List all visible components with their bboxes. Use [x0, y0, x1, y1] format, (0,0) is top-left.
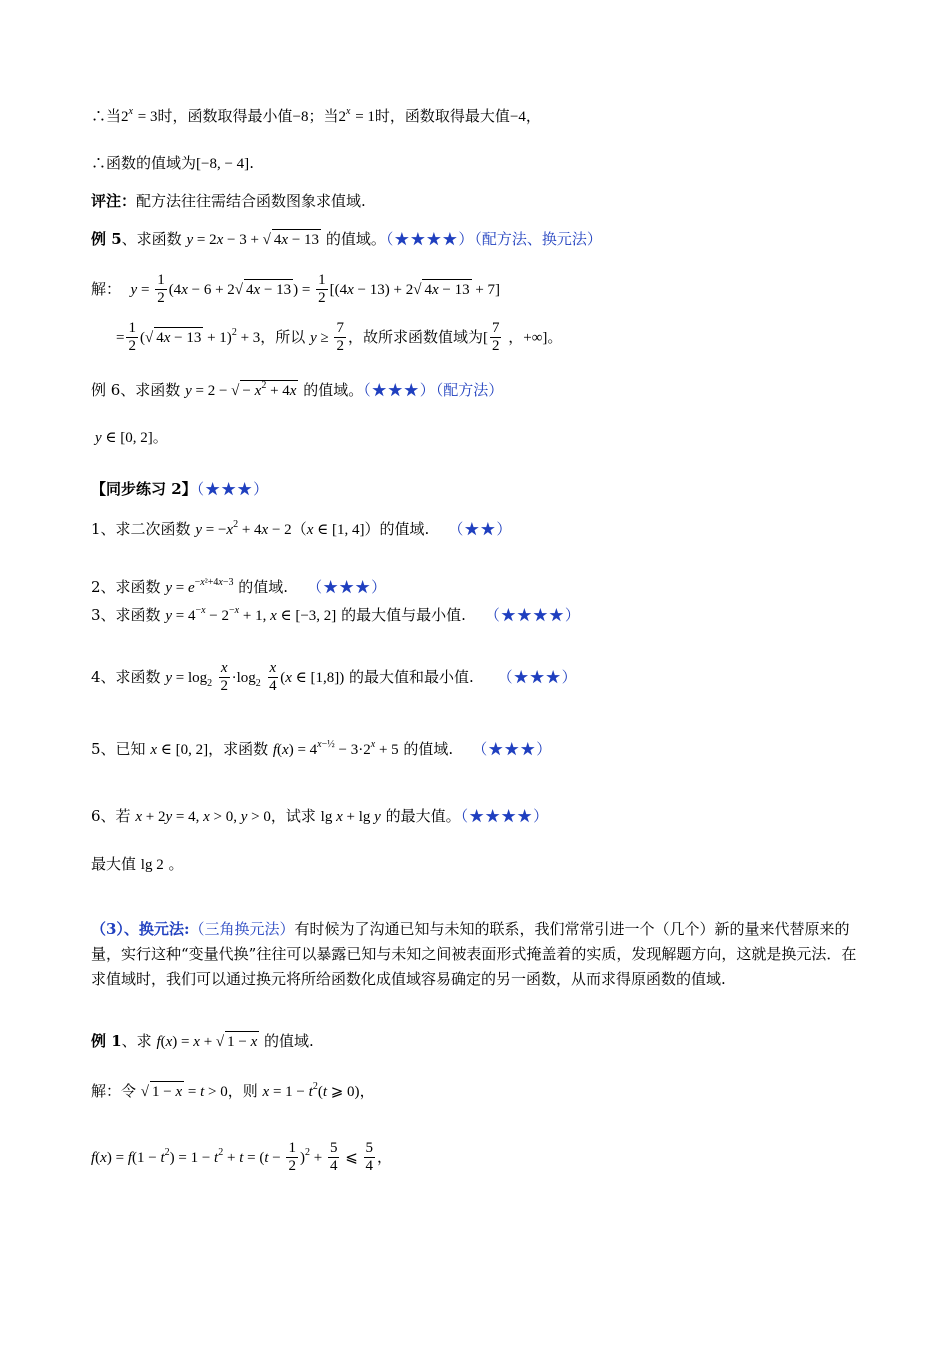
sec3-label: （3）、换元法:: [91, 920, 190, 938]
ex5-method: （配方法、换元法）: [474, 230, 602, 248]
p5-stars: （★★★）: [472, 740, 553, 758]
comment-line: [91, 192, 366, 210]
problem-6: 6、若 x + 2y = 4, x > 0, y > 0，试求 lg x + lg y 的最大值。（★★★★）: [91, 807, 550, 825]
ex5-stars: （★★★★）: [385, 230, 475, 248]
problem-4: 4、求函数 $y = \log_2$ $\frac{x}{2}$ $\cdot\log_2$ $\frac{x}{4}$ (x ∈ [1,8]) 的最大值和最小值. （★★★）: [91, 660, 578, 695]
ex6-method: （配方法）: [435, 381, 504, 399]
problem-2: 2、求函数 $y = e^{-x^2+4x-3}$ 的值域. （★★★）: [91, 577, 388, 596]
example-6: 例 6、求函数 y = 2 − √ − $x^2 + 4x$ 的值域。（★★★）（配方法）: [91, 380, 504, 399]
ex6-answer: y ∈ [0, 2]。: [95, 428, 168, 446]
p1-stars: （★★）: [448, 520, 513, 538]
problem-1: 1、求二次函数 $y = -x^2 + 4x - 2(x$ ∈ [1, 4]）的值域. （★★）: [91, 519, 513, 538]
problem-5: 5、已知 x ∈ [0, 2]，求函数 $f(x) = 4^{x-\frac{1}{2}} - 3\cdot 2^x + 5$ 的值域. （★★★）: [91, 739, 553, 758]
sync-stars: （★★★）: [196, 480, 270, 498]
p3-stars: （★★★★）: [484, 606, 581, 624]
ex5-solution-line1: 解： y = $\frac{1}{2}$ (4x − 6 + 2√ 4x − 13 ) = $\frac{1}{2}$ [(4x − 13) + 2√ 4x − 13 + 7]: [91, 272, 501, 307]
sec3-text: 有时候为了沟通已知与未知的联系，我们常常引进一个（几个）新的量来代替原来的量，实行这种“变量代换”往往可以暴露已知与未知之间被表面形式掩盖着的实质，发现解题方向，这就是换元法．在求值域时，我们可以通过换元将所给函数化成值域容易确定的另一函数，从而求得原函数的值域.: [91, 920, 857, 988]
p2-stars: （★★★）: [307, 578, 388, 596]
problem-3: 3、求函数 $y = 4^{-x} - 2^{-x} + 1$, x ∈ [−3, 2] 的最大值与最小值. （★★★★）: [91, 605, 581, 624]
ex5-solution-line2: = $\frac{1}{2}$ (√ 4x − 13 + 1)$^2$ + 3，所以 y ≥ $\frac{7}{2}$ ，故所求函数值域为[ $\frac{7}{2}$ ，+∞]。: [116, 320, 563, 355]
line-min-max: ∴当2$^x$ = 3时，函数取得最小值−8；当2$^x$ = 1时，函数取得最大值−4，: [91, 106, 541, 125]
sec3-sub: （三角换元法）: [189, 920, 295, 938]
example-1: 例 1、求 f(x) = x + √ 1 − x 的值域.: [91, 1032, 314, 1050]
sync-practice-title: [91, 480, 269, 498]
ex1-solution-line2: $f(x) = f(1 - t^2) = 1 - t^2 + t = (t$ − $\frac{1}{2}$ )$^2$ + $\frac{5}{4}$ ⩽ $\frac{5}{4}$ ，: [91, 1140, 393, 1175]
example-5: 例 5、求函数 y = 2x − 3 + √ 4x − 13 的值域。（★★★★）（配方法、换元法）: [91, 230, 602, 248]
ex6-stars: （★★★）: [363, 381, 436, 399]
problem-6-answer: 最大值 lg 2 。: [91, 855, 184, 873]
comment-text: 配方法往往需结合函数图象求值域.: [136, 192, 366, 210]
line-range: ∴函数的值域为[−8, − 4].: [91, 154, 254, 172]
ex1-solution-line1: 解：令 √ 1 − x = t > 0，则 $x = 1 - t^2(t$ ⩾ 0)，: [91, 1081, 375, 1100]
section-3-paragraph: [91, 917, 861, 992]
comment-label: 评注：: [91, 192, 137, 210]
p6-stars: （★★★★）: [460, 807, 550, 825]
p4-stars: （★★★）: [497, 667, 578, 686]
sync-title: 【同步练习 2】: [91, 480, 197, 498]
